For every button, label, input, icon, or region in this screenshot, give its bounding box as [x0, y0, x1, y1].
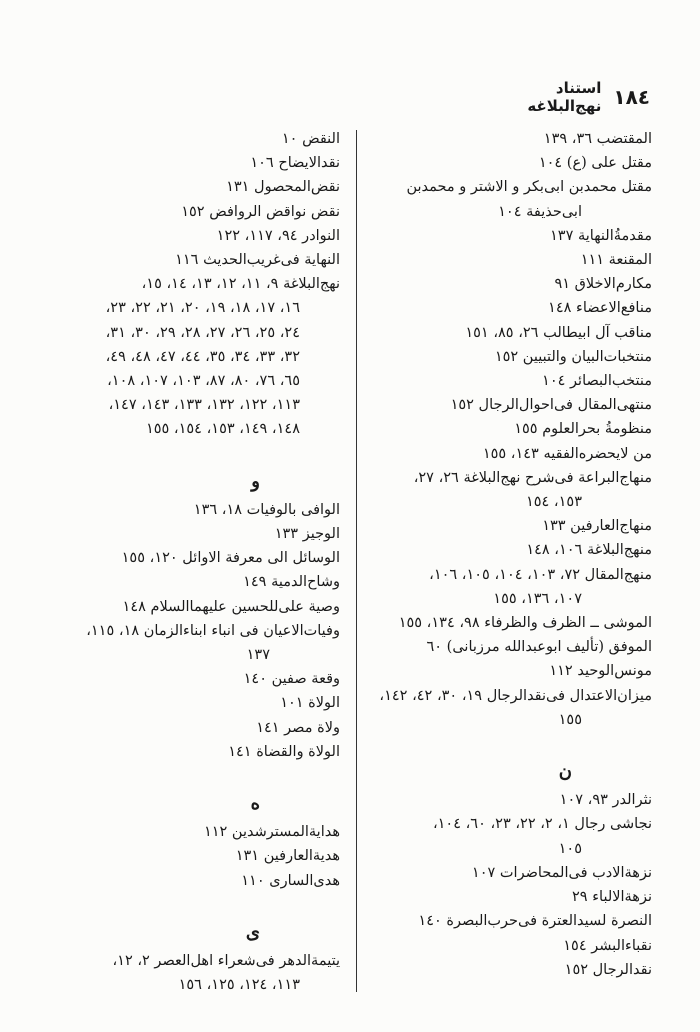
index-entry: منهاج‌البراعة فی‌شرح نهج‌البلاغة ٢٦، ٢٧،	[413, 469, 652, 486]
index-entry: وصیة علی‌للحسین علیهما‌السلام ١٤٨	[122, 598, 340, 615]
index-entry: النوادر ٩٤، ١١٧، ١٢٢	[216, 227, 340, 244]
index-entry: الوجیز ١٣٣	[274, 526, 340, 543]
index-entry: النصرة لسیدالعترة فی‌حرب‌البصرة ١٤٠	[418, 913, 652, 930]
index-entry: المقتضب ٣٦، ١٣٩	[543, 131, 652, 147]
index-entry: نقدالایضاح ١٠٦	[250, 155, 340, 172]
index-entry-continuation: ١٦، ١٧، ١٨، ١٩، ٢٠، ٢١، ٢٢، ٢٣،	[105, 300, 300, 317]
index-entry: مقتل محمدبن ابی‌بکر و الاشتر و محمدبن	[406, 179, 652, 196]
index-entry: نقض نواقض الروافض ١٥٢	[181, 203, 340, 220]
index-entry: نقدالرجال ١٥٢	[564, 961, 652, 978]
page-number: ١٨٤	[613, 85, 650, 109]
index-entry: نزهة‌الادب فی‌المحاضرات ١٠٧	[471, 864, 652, 881]
index-entry: هدی‌الساری ١١٠	[241, 872, 340, 889]
index-entry: وشاح‌الدمیة ١٤٩	[243, 574, 340, 591]
index-entry: وفیات‌الاعیان فی انباء ابناء‌الزمان ١٨، ١١٥،	[86, 622, 340, 639]
page-header	[480, 79, 650, 115]
index-entry-continuation: ١٠٧، ١٣٦، ١٥٥	[493, 590, 582, 607]
section-letter-waw: و	[251, 470, 260, 492]
index-entry: نقض‌المحصول ١٣١	[226, 179, 340, 196]
section-letter-ye: ی	[245, 921, 260, 943]
index-entry: منهج‌المقال ٧٢، ١٠٣، ١٠٤، ١٠٥، ١٠٦،	[429, 566, 652, 583]
right-column	[352, 127, 652, 982]
index-entry: الولاة والقضاة ١٤١	[228, 743, 340, 760]
index-entry-continuation: ١٥٣، ١٥٤	[525, 494, 582, 511]
index-entry: منافع‌الاعضاء ١٤٨	[548, 300, 652, 317]
index-entry: مقدمةُ‌النهایة ١٣٧	[550, 227, 652, 244]
index-entry-continuation: ١٥٥	[558, 711, 582, 728]
index-entry-continuation: ٢٤، ٢٥، ٢٦، ٢٧، ٢٨، ٢٩، ٣٠، ٣١،	[105, 324, 300, 341]
index-entry: میزان‌الاعتدال فی‌نقدالرجال ١٩، ٣٠، ٤٢، ١٤٢،	[379, 687, 652, 704]
index-entry: النقض ١٠	[281, 131, 340, 147]
index-entry-continuation: ١٣٧	[246, 647, 270, 664]
index-entry: مناقب آل ابیطالب ٢٦، ٨٥، ١٥١	[465, 324, 652, 341]
index-entry: المقنعة ١١١	[580, 252, 652, 269]
index-entry: من لایحضره‌الفقیه ١٤٣، ١٥٥	[482, 445, 652, 462]
index-entry: نقباء‌البشر ١٥٤	[563, 937, 652, 954]
index-entry: منتخب‌البصائر ١٠٤	[542, 373, 652, 390]
index-entry-continuation: ٦٥، ٧٦، ٨٠، ٨٧، ١٠٣، ١٠٧، ١٠٨،	[107, 373, 300, 390]
running-title: استناد نهج‌البلاغه	[527, 79, 602, 115]
index-entry: الموفق (تألیف ابوعبدالله مرزبانی) ٦٠	[426, 639, 652, 656]
section-letter-nun: ن	[558, 761, 572, 783]
index-entry-continuation: ١١٣، ١٢٢، ١٣٢، ١٣٣، ١٤٣، ١٤٧،	[108, 397, 300, 414]
index-entry-continuation: ١٤٨، ١٤٩، ١٥٣، ١٥٤، ١٥٥	[145, 421, 300, 438]
index-entry: الولاة ١٠١	[280, 695, 340, 712]
index-entry-continuation: ١١٣، ١٢٤، ١٢٥، ١٥٦	[178, 977, 300, 994]
index-entry: مکارم‌الاخلاق ٩١	[554, 276, 652, 293]
index-entry: نثرالدر ٩٣، ١٠٧	[559, 792, 652, 809]
index-entry: هدیة‌العارفین ١٣١	[235, 848, 340, 865]
index-entry: یتیمة‌الدهر فی‌شعراء اهل‌العصر ٢، ١٢،	[112, 953, 340, 970]
index-entry: منهاج‌العارفین ١٣٣	[542, 518, 652, 535]
index-entry: منتخبات‌البیان والتبیین ١٥٢	[494, 348, 652, 365]
index-entry: وقعة صفین ١٤٠	[243, 671, 340, 688]
left-column	[40, 127, 340, 998]
index-entry: الوسائل الی معرفة الاوائل ١٢٠، ١٥٥	[121, 550, 340, 567]
index-entry: منهج‌البلاغة ١٠٦، ١٤٨	[526, 542, 652, 559]
index-entry: ولاة مصر ١٤١	[256, 719, 340, 736]
index-entry: النهایة فی‌غریب‌الحدیث ١١٦	[175, 252, 340, 269]
index-entry: منتهی‌المقال فی‌احوال‌الرجال ١٥٢	[450, 397, 652, 414]
index-entry: نجاشی رجال ١، ٢، ٢٢، ٢٣، ٦٠، ١٠٤،	[432, 816, 652, 833]
index-entry: الوافی بالوفیات ١٨، ١٣٦	[193, 501, 340, 518]
index-entry: منظومةُ بحرالعلوم ١٥٥	[514, 421, 652, 438]
section-letter-he: ه	[250, 793, 260, 815]
index-entry: نهج‌البلاغة ٩، ١١، ١٢، ١٣، ١٤، ١٥،	[141, 276, 340, 293]
index-entry: نزهة‌الالباء ٢٩	[572, 889, 652, 906]
index-entry: الموشی ــ الظرف والظرفاء ٩٨، ١٣٤، ١٥٥	[398, 615, 652, 632]
index-entry-continuation: ١٠٥	[558, 840, 582, 857]
index-entry: مقتل علی (ع) ١٠٤	[538, 155, 652, 172]
index-entry-continuation: ابی‌حذیفة ١٠٤	[498, 203, 582, 220]
index-entry: مونس‌الوحید ١١٢	[549, 663, 652, 680]
index-entry: هدایة‌المسترشدین ١١٢	[203, 824, 340, 841]
index-entry-continuation: ٣٢، ٣٣، ٣٤، ٣٥، ٤٤، ٤٧، ٤٨، ٤٩،	[105, 348, 300, 365]
